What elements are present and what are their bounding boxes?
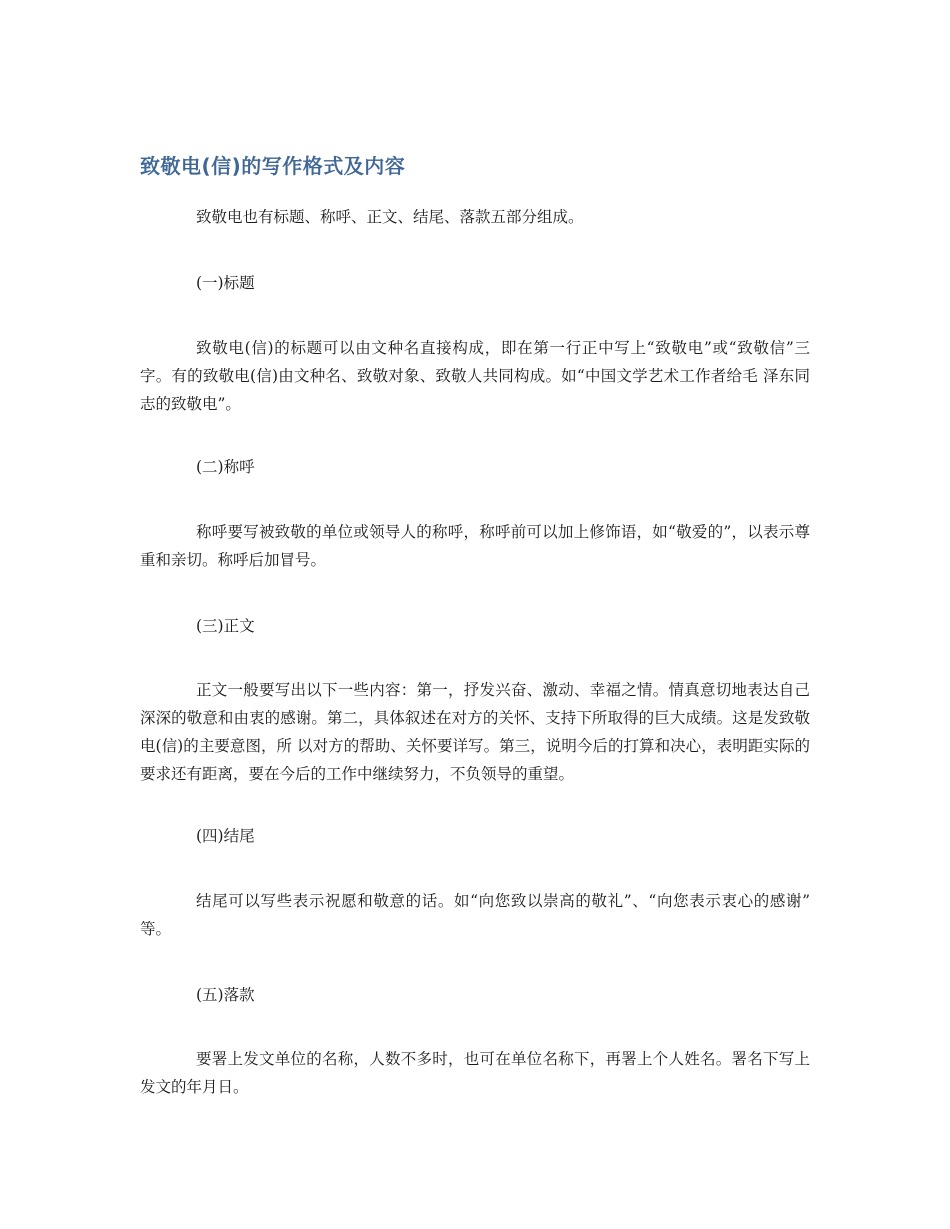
section-heading-salutation: (二)称呼 [196,458,255,476]
section-body-signature: 要署上发文单位的名称，人数不多时，也可在单位名称下，再署上个人姓名。署名下写上发文的年月日。 [140,1050,810,1096]
section-body-main-text: 正文一般要写出以下一些内容：第一，抒发兴奋、激动、幸福之情。情真意切地表达自己深深的敬意和由衷的感谢。第二，具体叙述在对方的关怀、支持下所取得的巨大成绩。这是发致敬电(信)的主要意图，所 以对方的帮助、关怀要详写。第三，说明今后的打算和决心，表明距实际的要求还有距离，要在今后的工作中继续努力，不负领导的重望。 [140,681,810,783]
intro-paragraph: 致敬电也有标题、称呼、正文、结尾、落款五部分组成。 [196,208,584,226]
section-body-title: 致敬电(信)的标题可以由文种名直接构成，即在第一行正中写上“致敬电”或“致敬信”三字。有的致敬电(信)由文种名、致敬对象、致敬人共同构成。如“中国文学艺术工作者给毛 泽东同志的致敬电”。 [140,339,810,413]
document-title: 致敬电(信)的写作格式及内容 [140,154,406,178]
section-heading-ending: (四)结尾 [196,827,255,845]
section-heading-main-text: (三)正文 [196,617,255,635]
section-heading-signature: (五)落款 [196,986,255,1004]
section-body-ending: 结尾可以写些表示祝愿和敬意的话。如“向您致以崇高的敬礼”、“向您表示衷心的感谢” 等。 [140,892,810,938]
section-body-salutation: 称呼要写被致敬的单位或领导人的称呼，称呼前可以加上修饰语，如“敬爱的”，以表示尊重和亲切。称呼后加冒号。 [140,523,810,569]
section-heading-title: (一)标题 [196,274,255,292]
